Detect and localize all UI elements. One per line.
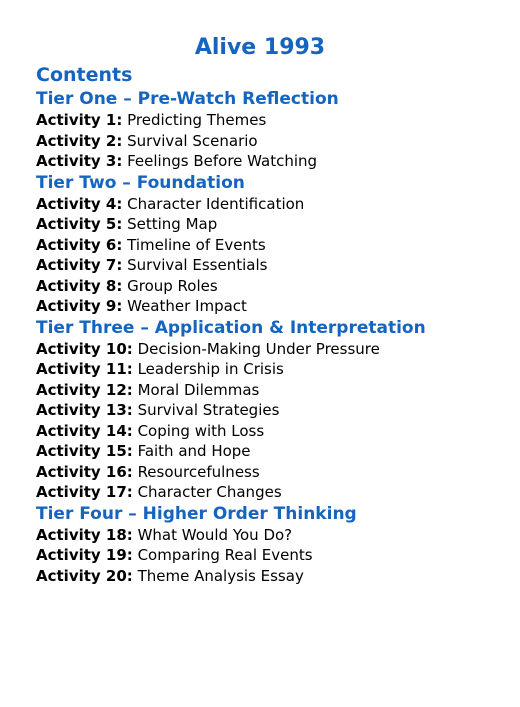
activity-title: Weather Impact (127, 297, 247, 315)
activity-label: Activity 7: (36, 256, 123, 274)
activity-label: Activity 20: (36, 566, 133, 585)
activity-label: Activity 12: (36, 380, 133, 399)
activity-title: Survival Strategies (137, 401, 280, 419)
activity-title: Setting Map (127, 215, 218, 233)
activity-label: Activity 2: (36, 131, 123, 150)
activity-title: What Would You Do? (137, 525, 293, 544)
tier-heading: Tier Two – Foundation (36, 172, 245, 193)
tier-three-section (36, 317, 506, 503)
activity-list (36, 110, 506, 172)
activity-item (36, 214, 506, 235)
activity-title: Feelings Before Watching (127, 152, 318, 170)
activity-label: Activity 17: (36, 483, 133, 501)
activity-title: Leadership in Crisis (137, 360, 284, 378)
activity-title: Decision-Making Under Pressure (137, 339, 380, 358)
activity-title: Moral Dilemmas (137, 380, 260, 399)
activity-item (36, 194, 506, 215)
table-of-contents (36, 62, 506, 586)
activity-label: Activity 5: (36, 215, 123, 233)
activity-label: Activity 4: (36, 194, 123, 213)
activity-item (36, 566, 506, 587)
activity-item (36, 421, 506, 442)
activity-title: Predicting Themes (127, 111, 267, 129)
activity-label: Activity 3: (36, 152, 123, 170)
activity-list (36, 194, 506, 317)
activity-title: Survival Scenario (127, 131, 258, 150)
activity-label: Activity 19: (36, 546, 133, 564)
tier-two-section (36, 172, 506, 317)
activity-item (36, 441, 506, 462)
tier-heading: Tier Three – Application & Interpretation (36, 317, 426, 338)
activity-title: Survival Essentials (127, 256, 268, 274)
activity-item (36, 255, 506, 276)
activity-label: Activity 14: (36, 421, 133, 440)
document-title: Alive 1993 (194, 34, 326, 60)
activity-title: Resourcefulness (137, 462, 260, 481)
activity-title: Timeline of Events (127, 235, 266, 254)
activity-label: Activity 6: (36, 235, 123, 254)
activity-label: Activity 13: (36, 401, 133, 419)
activity-item (36, 110, 506, 131)
contents-heading: Contents (36, 64, 133, 86)
activity-title: Faith and Hope (137, 442, 251, 460)
tier-heading: Tier Four – Higher Order Thinking (36, 503, 357, 524)
activity-title: Theme Analysis Essay (137, 566, 304, 585)
activity-label: Activity 16: (36, 462, 133, 481)
activity-label: Activity 9: (36, 297, 123, 315)
activity-item (36, 276, 506, 297)
activity-list (36, 525, 506, 587)
activity-label: Activity 11: (36, 360, 133, 378)
activity-item (36, 359, 506, 380)
activity-title: Group Roles (127, 276, 218, 295)
activity-label: Activity 8: (36, 276, 123, 295)
activity-item (36, 131, 506, 152)
activity-item (36, 380, 506, 401)
activity-label: Activity 18: (36, 525, 133, 544)
activity-item (36, 400, 506, 421)
activity-title: Character Identification (127, 194, 305, 213)
activity-item (36, 339, 506, 360)
tier-one-section (36, 88, 506, 172)
activity-item (36, 235, 506, 256)
tier-heading: Tier One – Pre-Watch Reflection (36, 89, 339, 109)
activity-label: Activity 15: (36, 442, 133, 460)
activity-item (36, 482, 506, 503)
activity-label: Activity 1: (36, 111, 123, 129)
activity-item (36, 462, 506, 483)
tier-four-section (36, 503, 506, 587)
activity-title: Comparing Real Events (137, 546, 313, 564)
activity-list (36, 339, 506, 503)
activity-item (36, 296, 506, 317)
activity-item (36, 545, 506, 566)
activity-item (36, 151, 506, 172)
activity-title: Character Changes (137, 483, 282, 501)
activity-label: Activity 10: (36, 339, 133, 358)
activity-item (36, 525, 506, 546)
activity-title: Coping with Loss (137, 421, 265, 440)
